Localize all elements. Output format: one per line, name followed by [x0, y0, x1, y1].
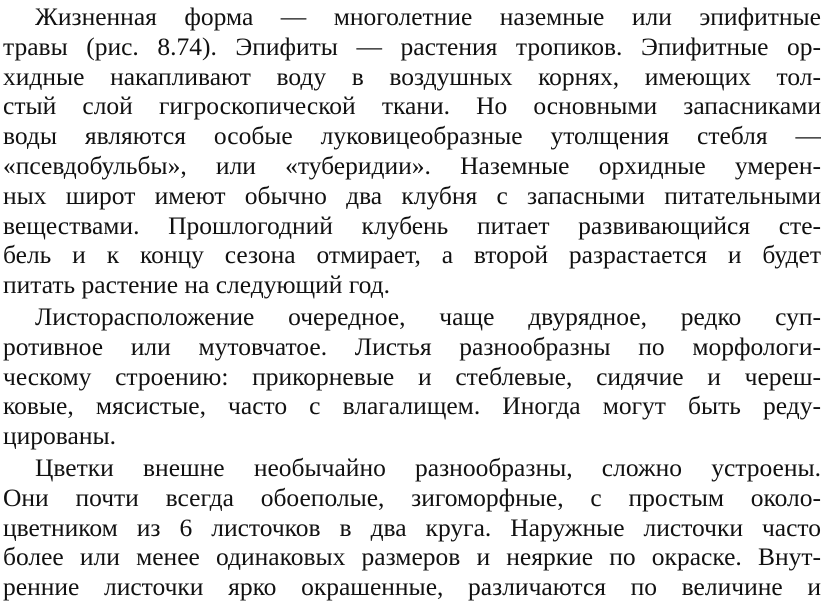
text-line: хидные накапливают воду в воздушных корнях, имеющих тол-: [3, 61, 821, 91]
text-line: воды являются особые луковицеобразные утолщения стебля —: [3, 121, 821, 151]
text-line: ковые, мясистые, часто с влагалищем. Иногда могут быть реду-: [3, 391, 821, 421]
text-line: бель и к концу сезона отмирает, а второй разрастается и будет: [3, 240, 821, 270]
text-line: ротивное или мутовчатое. Листья разнообразны по морфологи-: [3, 331, 821, 361]
text-line: Цветки внешне необычайно разнообразны, сложно устроены.: [35, 453, 821, 482]
text-line: веществами. Прошлогодний клубень питает развивающийся сте-: [3, 210, 821, 240]
text-line: питать растение на следующий год.: [3, 270, 391, 300]
text-line: ренние листочки ярко окрашенные, различаются по величине и: [3, 572, 821, 602]
text-line: травы (рис. 8.74). Эпифиты — растения тропиков. Эпифитные ор-: [3, 31, 821, 61]
text-line: «псевдобульбы», или «туберидии». Наземные орхидные умерен-: [3, 151, 821, 180]
text-line: цветником из 6 листочков в два круга. Наружные листочки часто: [3, 512, 821, 542]
text-line: стый слой гигроскопической ткани. Но основными запасниками: [3, 91, 821, 121]
text-line: Жизненная форма — многолетние наземные или эпифитные: [35, 2, 821, 31]
text-line: цированы.: [3, 421, 116, 451]
text-line: ческому строению: прикорневые и стеблевые, сидячие и череш-: [3, 361, 821, 391]
text-line: более или менее одинаковых размеров и неяркие по окраске. Внут-: [3, 542, 821, 572]
text-line: Они почти всегда обоеполые, зигоморфные, с простым около-: [3, 482, 821, 512]
text-line: Листорасположение очередное, чаще двурядное, редко суп-: [35, 302, 821, 331]
text-line: ных широт имеют обычно два клубня с запасными питательными: [3, 180, 821, 210]
